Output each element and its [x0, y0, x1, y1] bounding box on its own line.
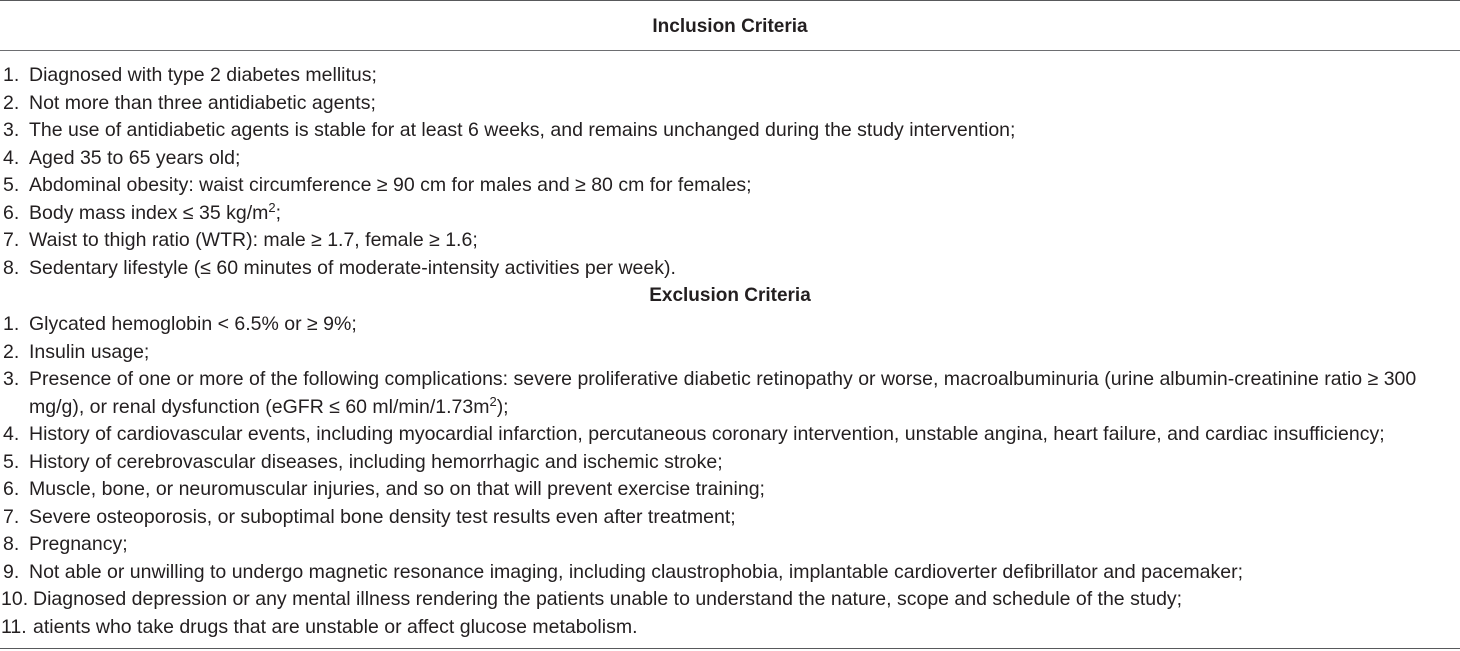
item-number: 8.	[3, 533, 20, 555]
list-item	[0, 476, 1460, 504]
list-item	[0, 531, 1460, 559]
list-item	[0, 90, 1460, 118]
item-number: 6.	[3, 201, 20, 224]
item-text: Not able or unwilling to undergo magnetic resonance imaging, including claustrophobia, implantable cardioverter defibrillator and pacemaker;	[29, 560, 1244, 583]
item-number: 1.	[3, 313, 20, 335]
item-text: Not more than three antidiabetic agents;	[29, 91, 376, 114]
item-text: Diagnosed with type 2 diabetes mellitus;	[29, 64, 377, 86]
item-number: 5.	[3, 450, 20, 473]
list-item	[0, 172, 1460, 200]
list-item	[0, 227, 1460, 255]
list-item	[0, 421, 1460, 449]
inclusion-criteria-heading: Inclusion Criteria	[652, 16, 808, 37]
superscript: 2	[268, 199, 276, 215]
item-number: 3.	[3, 368, 20, 390]
item-text: Pregnancy;	[29, 533, 128, 555]
item-text: Waist to thigh ratio (WTR): male ≥ 1.7, female ≥ 1.6;	[29, 229, 478, 251]
item-text: atients who take drugs that are unstable or affect glucose metabolism.	[33, 615, 638, 638]
item-number: 3.	[3, 119, 20, 141]
item-number: 9.	[3, 560, 20, 583]
list-item	[0, 559, 1460, 587]
list-item	[0, 449, 1460, 477]
item-text: Aged 35 to 65 years old;	[29, 146, 241, 169]
item-text: Muscle, bone, or neuromuscular injuries, and so on that will prevent exercise training;	[29, 478, 765, 500]
item-text: Severe osteoporosis, or suboptimal bone density test results even after treatment;	[29, 505, 736, 528]
item-number: 4.	[3, 146, 20, 169]
item-number: 6.	[3, 478, 20, 500]
item-number: 10.	[1, 588, 29, 610]
item-text: Glycated hemoglobin < 6.5% or ≥ 9%;	[29, 313, 357, 335]
item-number: 2.	[3, 91, 20, 114]
item-text-main: Presence of one or more of the following complications: severe proliferative diabetic retinopathy or worse, macroalbuminuria (urine albumin-creatinine ratio ≥ 300 mg/g), or renal dysfunction (eGFR ≤ 60 ml/min/1.73m	[29, 368, 1417, 418]
item-text: The use of antidiabetic agents is stable for at least 6 weeks, and remains unchanged during the study intervention;	[29, 119, 1016, 141]
item-text: Abdominal obesity: waist circumference ≥ 90 cm for males and ≥ 80 cm for females;	[29, 174, 752, 196]
item-text	[29, 200, 281, 228]
item-text: Diagnosed depression or any mental illness rendering the patients unable to understand the nature, scope and schedule of the study;	[33, 588, 1183, 610]
list-item	[0, 586, 1460, 614]
item-text-end: ;	[275, 201, 282, 224]
item-number: 8.	[3, 256, 20, 279]
item-text-end: );	[496, 395, 509, 418]
exclusion-criteria-list	[0, 311, 1460, 641]
item-text: Insulin usage;	[29, 340, 150, 363]
table-top-rule	[0, 0, 1460, 1]
list-item	[0, 614, 1460, 642]
exclusion-criteria-heading: Exclusion Criteria	[649, 285, 811, 306]
item-text	[29, 366, 1455, 421]
header-divider-rule	[0, 50, 1460, 51]
list-item	[0, 145, 1460, 173]
table-bottom-rule	[0, 648, 1460, 649]
list-item	[0, 62, 1460, 90]
item-text: History of cerebrovascular diseases, including hemorrhagic and ischemic stroke;	[29, 450, 723, 473]
item-text: History of cardiovascular events, including myocardial infarction, percutaneous coronary intervention, unstable angina, heart failure, and cardiac insufficiency;	[29, 423, 1385, 445]
list-item	[0, 255, 1460, 283]
list-item	[0, 200, 1460, 228]
list-item	[0, 339, 1460, 367]
list-item	[0, 117, 1460, 145]
list-item	[0, 504, 1460, 532]
item-number: 7.	[3, 229, 20, 251]
item-text: Sedentary lifestyle (≤ 60 minutes of moderate-intensity activities per week).	[29, 256, 676, 279]
item-text-main: Body mass index ≤ 35 kg/m	[29, 201, 269, 224]
item-number: 4.	[3, 423, 20, 445]
inclusion-criteria-list	[0, 62, 1460, 282]
item-number: 7.	[3, 505, 20, 528]
superscript: 2	[489, 393, 497, 409]
list-item	[0, 366, 1460, 421]
list-item	[0, 311, 1460, 339]
item-number: 2.	[3, 340, 20, 363]
item-number: 1.	[3, 64, 20, 86]
item-number: 5.	[3, 174, 20, 196]
item-number: 11.	[1, 615, 27, 638]
